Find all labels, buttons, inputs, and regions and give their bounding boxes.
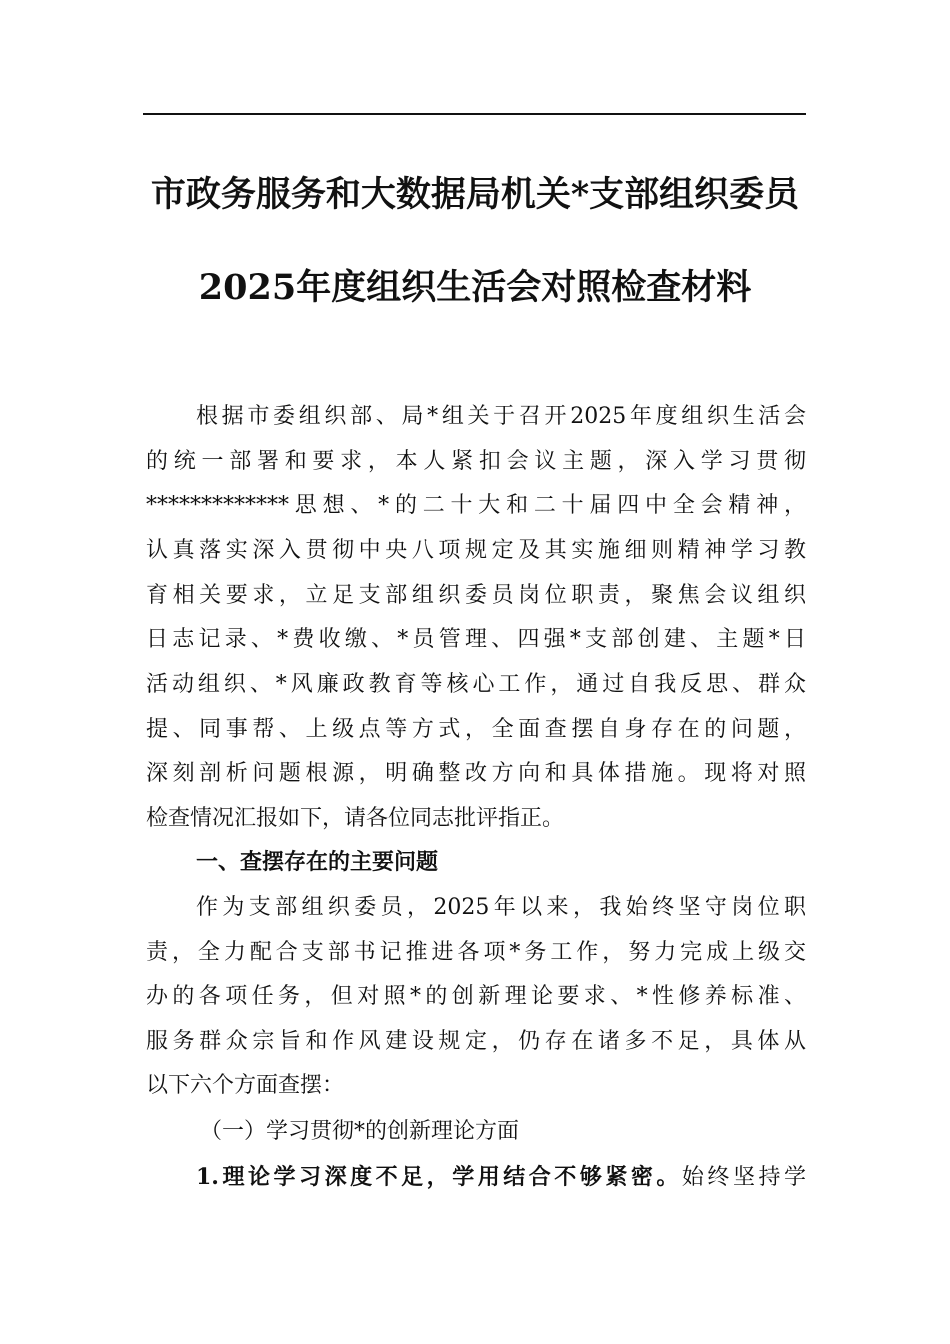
point-line (196, 1155, 806, 1199)
section-line: 以下六个方面查摆： (146, 1073, 345, 1098)
section-line: 作为支部组织委员，2025年以来，我始终坚守岗位职 (196, 895, 806, 920)
intro-line: *************思想、*的二十大和二十届四中全会精神， (146, 493, 806, 518)
section-line: 服务群众宗旨和作风建设规定，仍存在诸多不足，具体从 (146, 1029, 806, 1054)
intro-line: 提、同事帮、上级点等方式，全面查摆自身存在的问题， (146, 717, 806, 742)
intro-line: 深刻剖析问题根源，明确整改方向和具体措施。现将对照 (146, 761, 806, 786)
section-line: 办的各项任务，但对照*的创新理论要求、*性修养标准、 (146, 984, 806, 1009)
subsection-heading: （一）学习贯彻*的创新理论方面 (200, 1119, 520, 1144)
section-heading: 一、查摆存在的主要问题 (196, 850, 439, 875)
intro-line: 日志记录、*费收缴、*员管理、四强*支部创建、主题*日 (146, 627, 806, 652)
intro-line: 的统一部署和要求，本人紧扣会议主题，深入学习贯彻 (146, 449, 806, 474)
document-title-line-2: 2025年度组织生活会对照检查材料 (198, 267, 752, 308)
point-text: 始终坚持学 (681, 1165, 806, 1190)
header-rule (143, 113, 806, 115)
document-title-line-1: 市政务服务和大数据局机关*支部组织委员 (150, 174, 800, 215)
section-line: 责，全力配合支部书记推进各项*务工作，努力完成上级交 (146, 940, 806, 965)
intro-line: 检查情况汇报如下，请各位同志批评指正。 (146, 806, 565, 831)
intro-line: 活动组织、*风廉政教育等核心工作，通过自我反思、群众 (146, 672, 806, 697)
intro-line: 根据市委组织部、局*组关于召开2025年度组织生活会 (196, 404, 806, 429)
intro-line: 育相关要求，立足支部组织委员岗位职责，聚焦会议组织 (146, 583, 806, 608)
intro-line: 认真落实深入贯彻中央八项规定及其实施细则精神学习教 (146, 538, 806, 563)
point-title: 1.理论学习深度不足，学用结合不够紧密。 (196, 1164, 682, 1190)
